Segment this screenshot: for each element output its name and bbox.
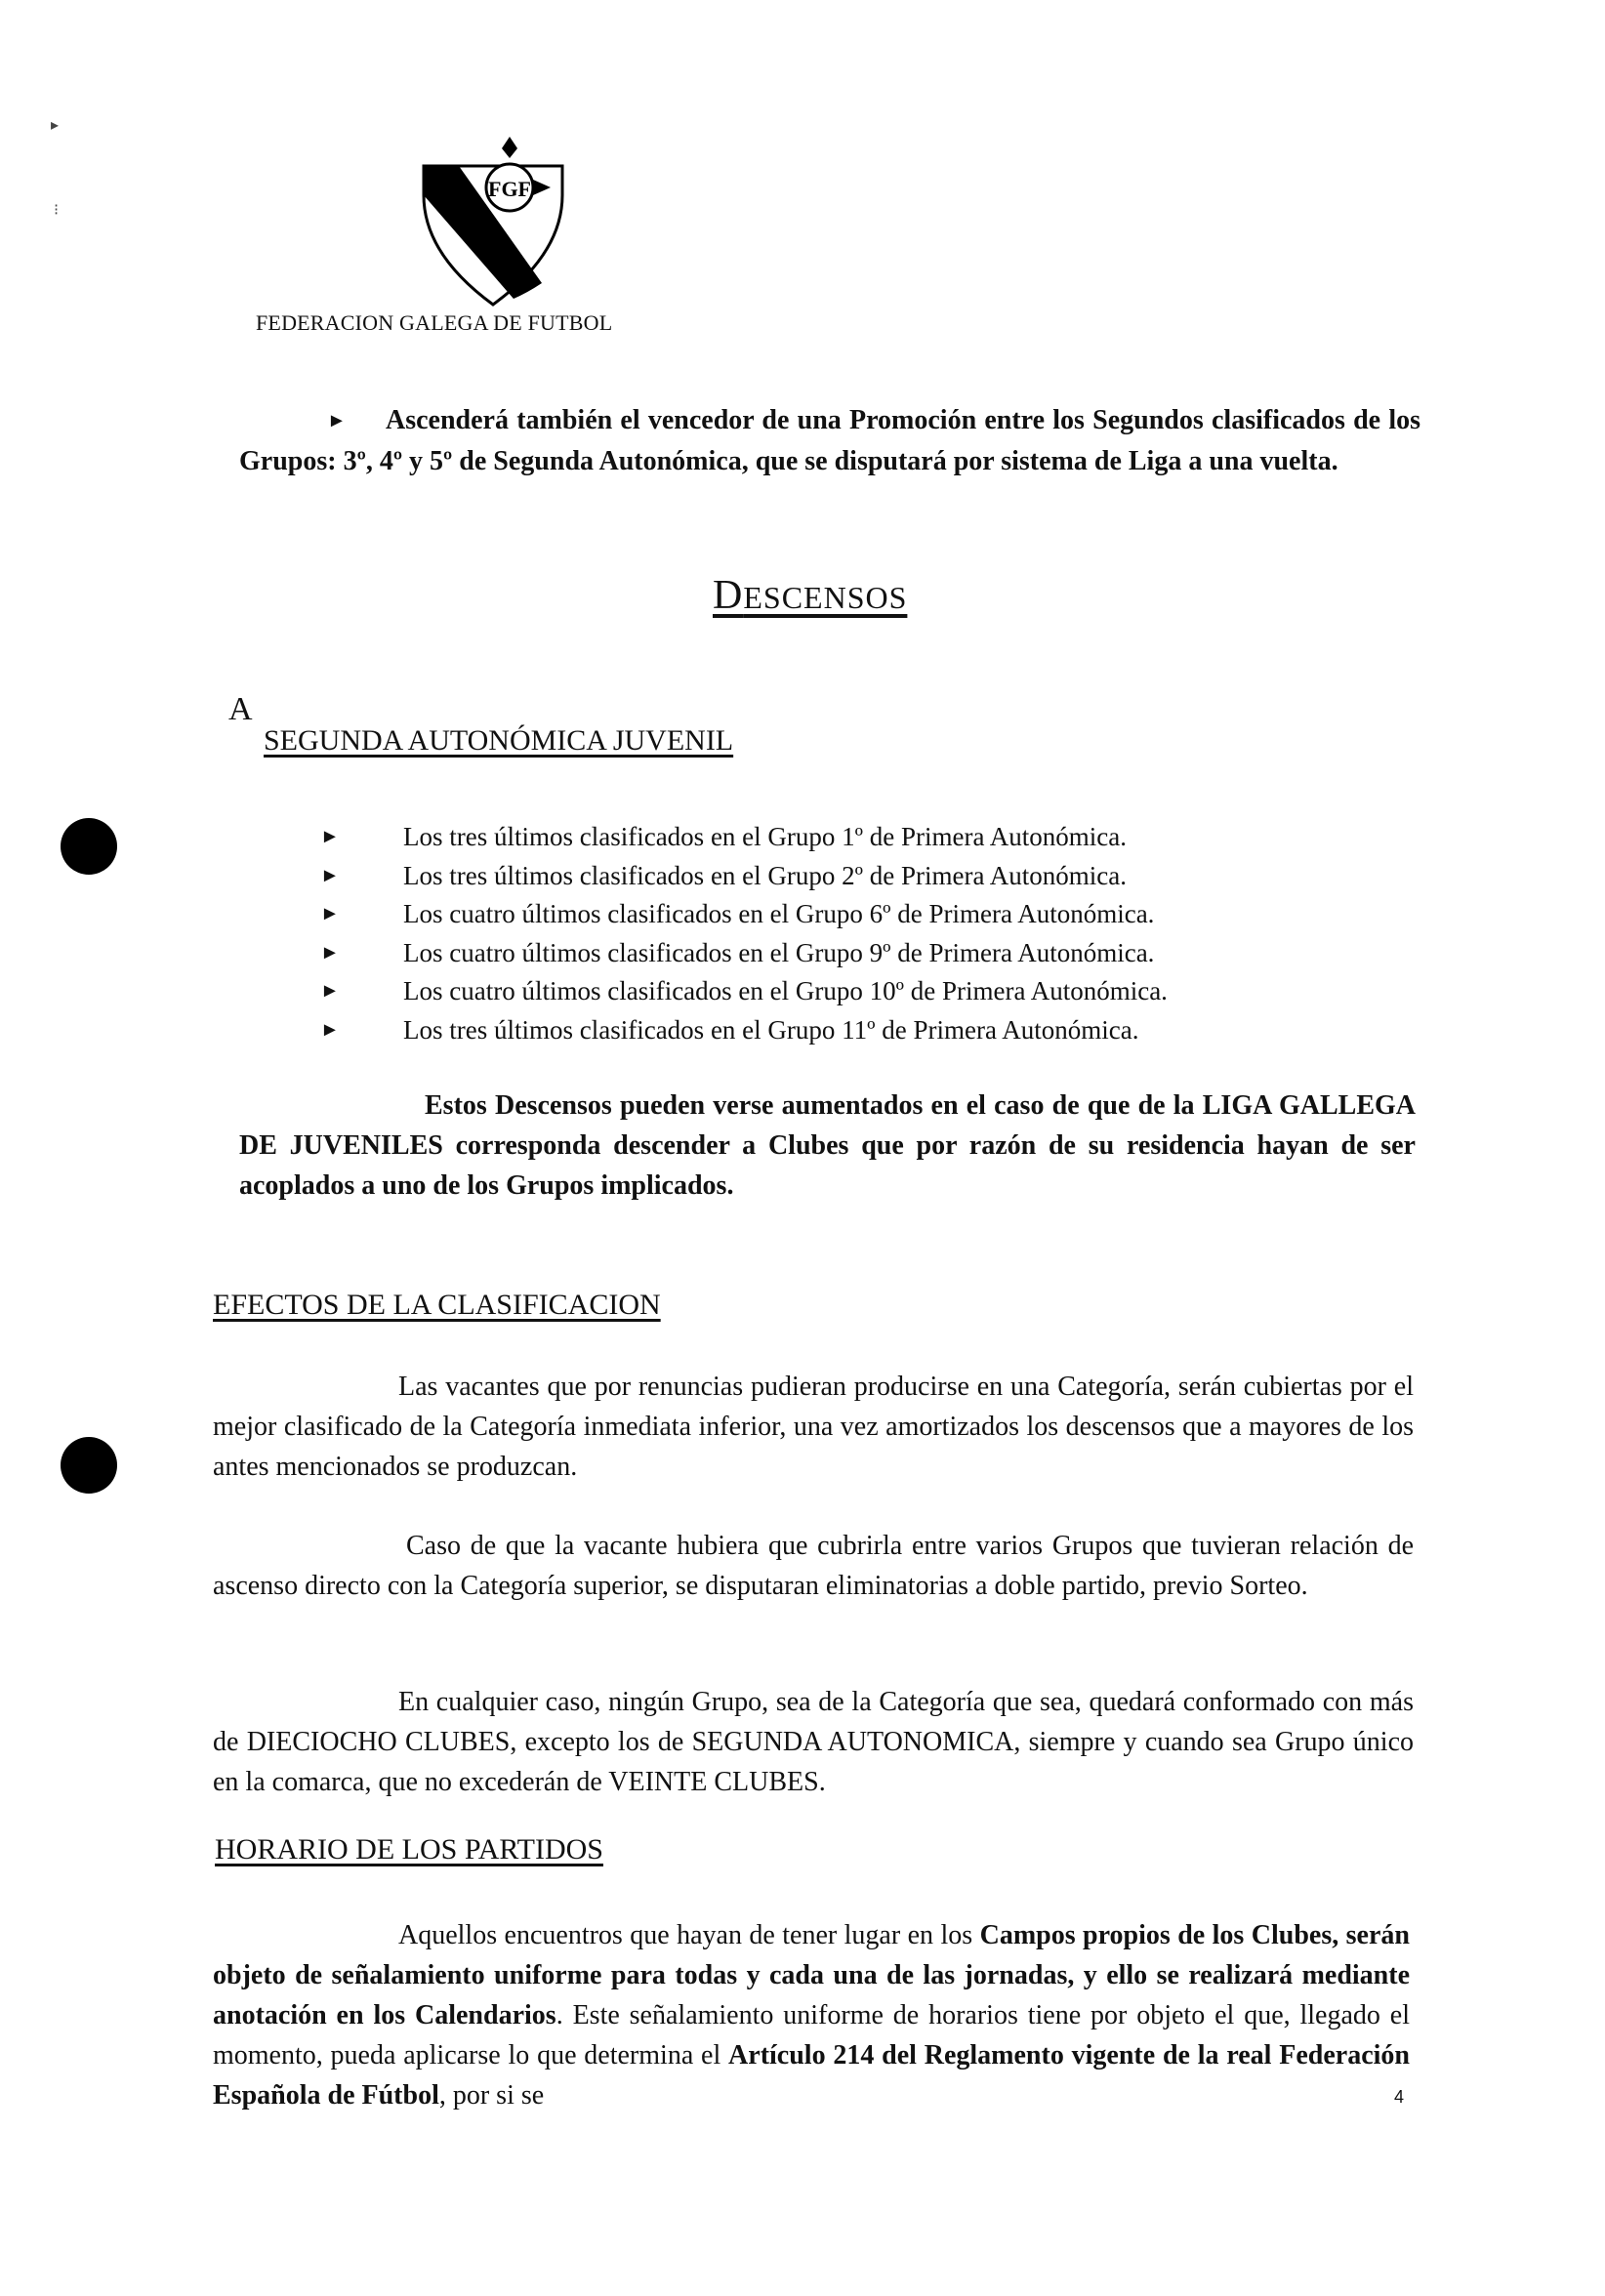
list-item-text: Los tres últimos clasificados en el Grupo 1º de Primera Autonómica. [403, 822, 1127, 851]
efectos-paragraph-1: Las vacantes que por renuncias pudieran producirse en una Categoría, serán cubiertas por el mejor clasificado de la Categoría inmediata inferior, una vez amortizados los descensos que a mayores de los antes mencionados se produzcan. [213, 1372, 1414, 1482]
list-item-text: Los tres últimos clasificados en el Grupo 2º de Primera Autonómica. [403, 860, 1127, 890]
list-item-text: Los tres últimos clasificados en el Grupo 11º de Primera Autonómica. [403, 1014, 1139, 1045]
intro-paragraph [239, 400, 1420, 481]
list-item [320, 857, 1168, 896]
list-item [320, 1011, 1168, 1050]
punch-hole-bottom [61, 1437, 117, 1494]
horario-text-2: Campos propios de los Clubes, serán objeto de señalamiento uniforme para todas y cada una de las jornadas, y ello se realizará mediante anotación en los Calendarios [213, 1920, 1410, 2030]
scan-mark: ⁝ [54, 202, 60, 219]
arrow-bullet-icon: ► [327, 410, 347, 431]
segunda-autonomica-juvenil-title: SEGUNDA AUTONÓMICA JUVENIL [264, 724, 734, 757]
arrow-bullet-icon: ► [320, 864, 340, 886]
descensos-title-initial: D [713, 573, 744, 618]
list-item-text: Los cuatro últimos clasificados en el Grupo 9º de Primera Autonómica. [403, 937, 1155, 967]
efectos-paragraph-3: En cualquier caso, ningún Grupo, sea de la Categoría que sea, quedará conformado con más de DIECIOCHO CLUBES, excepto los de SEGUNDA AUTONOMICA, siempre y cuando sea Grupo único en la comarca, que no excederán de VEINTE CLUBES. [213, 1687, 1414, 1797]
horario-paragraph [213, 1915, 1410, 2115]
horario-text-3: . Este señalamiento uniforme de horarios tiene por objeto el que, llegado el momento, pueda aplicarse lo que determina el [213, 2000, 1411, 2070]
arrow-bullet-icon: ► [320, 1018, 340, 1041]
horario-text-4: Artículo 214 del Reglamento vigente de la real Federación Española de Fútbol [213, 2040, 1410, 2111]
section-letter: A [228, 691, 253, 727]
descensos-note: Estos Descensos pueden verse aumentados en el caso de que de la LIGA GALLEGA DE JUVENILES corresponda descender a Clubes que por razón de su residencia hayan de ser acoplados a uno de los Grupos implicados. [239, 1090, 1416, 1201]
list-item [320, 895, 1168, 934]
page-number: 4 [1394, 2087, 1405, 2107]
arrow-bullet-icon: ► [320, 903, 340, 924]
logo-letters: FGF [488, 177, 531, 201]
descensos-list [320, 818, 1168, 1049]
list-item [320, 818, 1168, 857]
list-item [320, 972, 1168, 1011]
list-item-text: Los cuatro últimos clasificados en el Grupo 10º de Primera Autonómica. [403, 976, 1168, 1005]
intro-text: Ascenderá también el vencedor de una Promoción entre los Segundos clasificados de los Grupos: 3º, 4º y 5º de Segunda Autonómica, que se disputará por sistema de Liga a una vuelta. [239, 405, 1420, 476]
arrow-bullet-icon: ► [320, 826, 340, 847]
list-item [320, 934, 1168, 973]
descensos-title [713, 572, 907, 619]
list-item-text: Los cuatro últimos clasificados en el Grupo 6º de Primera Autonómica. [403, 899, 1155, 928]
horario-text-1: Aquellos encuentros que hayan de tener lugar en los [398, 1920, 980, 1950]
punch-hole-top [61, 818, 117, 875]
arrow-bullet-icon: ► [320, 980, 340, 1002]
efectos-paragraph-2: Caso de que la vacante hubiera que cubrirla entre varios Grupos que tuvieran relación de ascenso directo con la Categoría superior, se disputaran eliminatorias a doble partido, previo Sorteo. [213, 1531, 1414, 1601]
descensos-title-rest: ESCENSOS [743, 580, 908, 615]
efectos-title: EFECTOS DE LA CLASIFICACION [213, 1289, 661, 1321]
scan-mark: ▸ [51, 117, 60, 134]
federation-shield-logo [420, 137, 566, 308]
arrow-bullet-icon: ► [320, 941, 340, 964]
horario-title: HORARIO DE LOS PARTIDOS [215, 1833, 603, 1866]
horario-text-5: , por si se [438, 2080, 545, 2111]
federation-name: FEDERACION GALEGA DE FUTBOL [256, 310, 613, 335]
